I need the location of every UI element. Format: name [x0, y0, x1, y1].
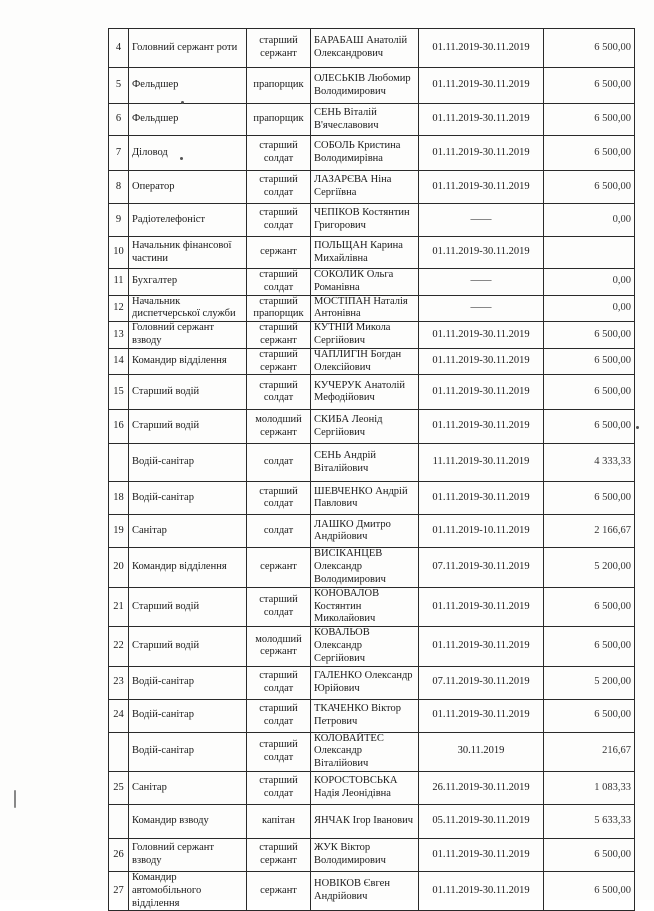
- rank-cell: старший солдат: [247, 732, 311, 771]
- period-cell: 01.11.2019-30.11.2019: [419, 104, 544, 136]
- amount-cell: 6 500,00: [544, 871, 635, 910]
- row-number-cell: [109, 804, 129, 838]
- rank-cell: старший солдат: [247, 666, 311, 699]
- period-cell: 30.11.2019: [419, 732, 544, 771]
- amount-cell: 6 500,00: [544, 699, 635, 732]
- amount-cell: 1 083,33: [544, 771, 635, 804]
- row-number-cell: 12: [109, 295, 129, 322]
- amount-cell: 0,00: [544, 269, 635, 296]
- table-row: [109, 204, 635, 237]
- row-number-cell: 8: [109, 171, 129, 204]
- table-row: [109, 348, 635, 375]
- amount-cell: 2 166,67: [544, 515, 635, 548]
- period-cell: 01.11.2019-30.11.2019: [419, 136, 544, 171]
- position-cell: Командир відділення: [129, 548, 247, 587]
- row-number-cell: 11: [109, 269, 129, 296]
- amount-cell: 6 500,00: [544, 322, 635, 349]
- table-row: [109, 444, 635, 482]
- position-cell: Головний сержант роти: [129, 29, 247, 68]
- period-cell: 01.11.2019-30.11.2019: [419, 29, 544, 68]
- table-row: [109, 269, 635, 296]
- period-cell: ——: [419, 204, 544, 237]
- name-cell: КОЛОВАЙТЕС Олександр Віталійович: [311, 732, 419, 771]
- table-row: [109, 171, 635, 204]
- row-number-cell: 16: [109, 410, 129, 444]
- name-cell: ЧАПЛИГІН Богдан Олексійович: [311, 348, 419, 375]
- position-cell: Командир відділення: [129, 348, 247, 375]
- name-cell: СЕНЬ Андрій Віталійович: [311, 444, 419, 482]
- personnel-payment-table: [108, 28, 635, 911]
- position-cell: Діловод: [129, 136, 247, 171]
- table-row: [109, 410, 635, 444]
- row-number-cell: 15: [109, 375, 129, 410]
- period-cell: 01.11.2019-30.11.2019: [419, 699, 544, 732]
- position-cell: Санітар: [129, 771, 247, 804]
- period-cell: 01.11.2019-30.11.2019: [419, 237, 544, 269]
- amount-cell: 6 500,00: [544, 838, 635, 871]
- table-row: [109, 29, 635, 68]
- name-cell: ТКАЧЕНКО Віктор Петрович: [311, 699, 419, 732]
- amount-cell: 6 500,00: [544, 410, 635, 444]
- position-cell: Бухгалтер: [129, 269, 247, 296]
- table-row: [109, 838, 635, 871]
- scan-speck: [181, 101, 184, 104]
- name-cell: МОСТІПАН Наталія Антонівна: [311, 295, 419, 322]
- rank-cell: солдат: [247, 444, 311, 482]
- row-number-cell: 13: [109, 322, 129, 349]
- position-cell: Старший водій: [129, 627, 247, 666]
- rank-cell: старший солдат: [247, 171, 311, 204]
- name-cell: СКИБА Леонід Сергійович: [311, 410, 419, 444]
- table-row: [109, 136, 635, 171]
- name-cell: КУЧЕРУК Анатолій Мефодійович: [311, 375, 419, 410]
- amount-cell: 6 500,00: [544, 627, 635, 666]
- position-cell: Радіотелефоніст: [129, 204, 247, 237]
- row-number-cell: 22: [109, 627, 129, 666]
- amount-cell: 6 500,00: [544, 375, 635, 410]
- table-row: [109, 804, 635, 838]
- scan-speck: [14, 790, 16, 808]
- rank-cell: старший сержант: [247, 29, 311, 68]
- period-cell: ——: [419, 269, 544, 296]
- position-cell: Старший водій: [129, 375, 247, 410]
- name-cell: ЛАШКО Дмитро Андрійович: [311, 515, 419, 548]
- name-cell: ПОЛЬЩАН Карина Михайлівна: [311, 237, 419, 269]
- table-row: [109, 68, 635, 104]
- rank-cell: сержант: [247, 871, 311, 910]
- rank-cell: молодший сержант: [247, 410, 311, 444]
- name-cell: ОЛЕСЬКІВ Любомир Володимирович: [311, 68, 419, 104]
- amount-cell: 5 633,33: [544, 804, 635, 838]
- position-cell: Старший водій: [129, 587, 247, 626]
- table-row: [109, 104, 635, 136]
- row-number-cell: 24: [109, 699, 129, 732]
- row-number-cell: [109, 732, 129, 771]
- rank-cell: старший солдат: [247, 136, 311, 171]
- table-row: [109, 587, 635, 626]
- position-cell: Старший водій: [129, 410, 247, 444]
- table-row: [109, 699, 635, 732]
- scan-speck: [180, 157, 183, 160]
- period-cell: 01.11.2019-30.11.2019: [419, 410, 544, 444]
- rank-cell: старший сержант: [247, 348, 311, 375]
- position-cell: Головний сержант взводу: [129, 838, 247, 871]
- rank-cell: старший сержант: [247, 838, 311, 871]
- rank-cell: старший солдат: [247, 375, 311, 410]
- name-cell: КУТНІЙ Микола Сергійович: [311, 322, 419, 349]
- row-number-cell: 7: [109, 136, 129, 171]
- amount-cell: 6 500,00: [544, 482, 635, 515]
- period-cell: 01.11.2019-30.11.2019: [419, 482, 544, 515]
- name-cell: ЖУК Віктор Володимирович: [311, 838, 419, 871]
- rank-cell: старший солдат: [247, 587, 311, 626]
- rank-cell: старший солдат: [247, 771, 311, 804]
- name-cell: БАРАБАШ Анатолій Олександрович: [311, 29, 419, 68]
- scan-speck: [636, 426, 639, 429]
- amount-cell: 0,00: [544, 204, 635, 237]
- period-cell: 01.11.2019-30.11.2019: [419, 171, 544, 204]
- rank-cell: старший солдат: [247, 204, 311, 237]
- rank-cell: старший сержант: [247, 322, 311, 349]
- position-cell: Санітар: [129, 515, 247, 548]
- name-cell: ВИСІКАНЦЕВ Олександр Володимирович: [311, 548, 419, 587]
- period-cell: 07.11.2019-30.11.2019: [419, 548, 544, 587]
- position-cell: Оператор: [129, 171, 247, 204]
- name-cell: ЧЕПІКОВ Костянтин Григорович: [311, 204, 419, 237]
- row-number-cell: 23: [109, 666, 129, 699]
- amount-cell: [544, 237, 635, 269]
- rank-cell: молодший сержант: [247, 627, 311, 666]
- rank-cell: старший прапорщик: [247, 295, 311, 322]
- row-number-cell: 27: [109, 871, 129, 910]
- amount-cell: 5 200,00: [544, 548, 635, 587]
- table-row: [109, 871, 635, 910]
- amount-cell: 6 500,00: [544, 29, 635, 68]
- row-number-cell: 14: [109, 348, 129, 375]
- period-cell: 07.11.2019-30.11.2019: [419, 666, 544, 699]
- period-cell: 01.11.2019-30.11.2019: [419, 375, 544, 410]
- row-number-cell: 19: [109, 515, 129, 548]
- table-row: [109, 237, 635, 269]
- table-row: [109, 771, 635, 804]
- row-number-cell: 26: [109, 838, 129, 871]
- name-cell: СОКОЛИК Ольга Романівна: [311, 269, 419, 296]
- amount-cell: 5 200,00: [544, 666, 635, 699]
- position-cell: Водій-санітар: [129, 699, 247, 732]
- period-cell: 01.11.2019-30.11.2019: [419, 838, 544, 871]
- name-cell: СЕНЬ Віталій В'ячеславович: [311, 104, 419, 136]
- row-number-cell: 25: [109, 771, 129, 804]
- table-row: [109, 322, 635, 349]
- period-cell: 11.11.2019-30.11.2019: [419, 444, 544, 482]
- position-cell: Водій-санітар: [129, 666, 247, 699]
- amount-cell: 0,00: [544, 295, 635, 322]
- amount-cell: 6 500,00: [544, 348, 635, 375]
- name-cell: ШЕВЧЕНКО Андрій Павлович: [311, 482, 419, 515]
- position-cell: Фельдшер: [129, 68, 247, 104]
- period-cell: ——: [419, 295, 544, 322]
- rank-cell: прапорщик: [247, 68, 311, 104]
- amount-cell: 6 500,00: [544, 68, 635, 104]
- row-number-cell: 9: [109, 204, 129, 237]
- name-cell: КОРОСТОВСЬКА Надія Леонідівна: [311, 771, 419, 804]
- table-row: [109, 548, 635, 587]
- position-cell: Фельдшер: [129, 104, 247, 136]
- rank-cell: прапорщик: [247, 104, 311, 136]
- row-number-cell: 6: [109, 104, 129, 136]
- table-row: [109, 732, 635, 771]
- period-cell: 01.11.2019-10.11.2019: [419, 515, 544, 548]
- amount-cell: 6 500,00: [544, 104, 635, 136]
- amount-cell: 4 333,33: [544, 444, 635, 482]
- position-cell: Командир взводу: [129, 804, 247, 838]
- table-row: [109, 375, 635, 410]
- name-cell: ЛАЗАРЄВА Ніна Сергіївна: [311, 171, 419, 204]
- rank-cell: капітан: [247, 804, 311, 838]
- name-cell: КОВАЛЬОВ Олександр Сергійович: [311, 627, 419, 666]
- period-cell: 01.11.2019-30.11.2019: [419, 627, 544, 666]
- name-cell: НОВІКОВ Євген Андрійович: [311, 871, 419, 910]
- period-cell: 01.11.2019-30.11.2019: [419, 587, 544, 626]
- row-number-cell: 10: [109, 237, 129, 269]
- row-number-cell: 4: [109, 29, 129, 68]
- table-row: [109, 627, 635, 666]
- period-cell: 01.11.2019-30.11.2019: [419, 348, 544, 375]
- table-row: [109, 515, 635, 548]
- row-number-cell: [109, 444, 129, 482]
- name-cell: КОНОВАЛОВ Костянтин Миколайович: [311, 587, 419, 626]
- period-cell: 05.11.2019-30.11.2019: [419, 804, 544, 838]
- rank-cell: солдат: [247, 515, 311, 548]
- row-number-cell: 20: [109, 548, 129, 587]
- rank-cell: сержант: [247, 548, 311, 587]
- position-cell: Командир автомобільного відділення: [129, 871, 247, 910]
- period-cell: 01.11.2019-30.11.2019: [419, 322, 544, 349]
- position-cell: Начальник диспетчерської служби: [129, 295, 247, 322]
- rank-cell: старший солдат: [247, 482, 311, 515]
- name-cell: ЯНЧАК Ігор Іванович: [311, 804, 419, 838]
- position-cell: Водій-санітар: [129, 444, 247, 482]
- rank-cell: старший солдат: [247, 269, 311, 296]
- name-cell: ГАЛЕНКО Олександр Юрійович: [311, 666, 419, 699]
- position-cell: Головний сержант взводу: [129, 322, 247, 349]
- table-row: [109, 482, 635, 515]
- table-row: [109, 666, 635, 699]
- amount-cell: 216,67: [544, 732, 635, 771]
- amount-cell: 6 500,00: [544, 587, 635, 626]
- position-cell: Водій-санітар: [129, 732, 247, 771]
- amount-cell: 6 500,00: [544, 136, 635, 171]
- rank-cell: сержант: [247, 237, 311, 269]
- amount-cell: 6 500,00: [544, 171, 635, 204]
- table-row: [109, 295, 635, 322]
- period-cell: 01.11.2019-30.11.2019: [419, 871, 544, 910]
- period-cell: 26.11.2019-30.11.2019: [419, 771, 544, 804]
- rank-cell: старший солдат: [247, 699, 311, 732]
- name-cell: СОБОЛЬ Кристина Володимирівна: [311, 136, 419, 171]
- position-cell: Начальник фінансової частини: [129, 237, 247, 269]
- position-cell: Водій-санітар: [129, 482, 247, 515]
- row-number-cell: 21: [109, 587, 129, 626]
- period-cell: 01.11.2019-30.11.2019: [419, 68, 544, 104]
- row-number-cell: 18: [109, 482, 129, 515]
- row-number-cell: 5: [109, 68, 129, 104]
